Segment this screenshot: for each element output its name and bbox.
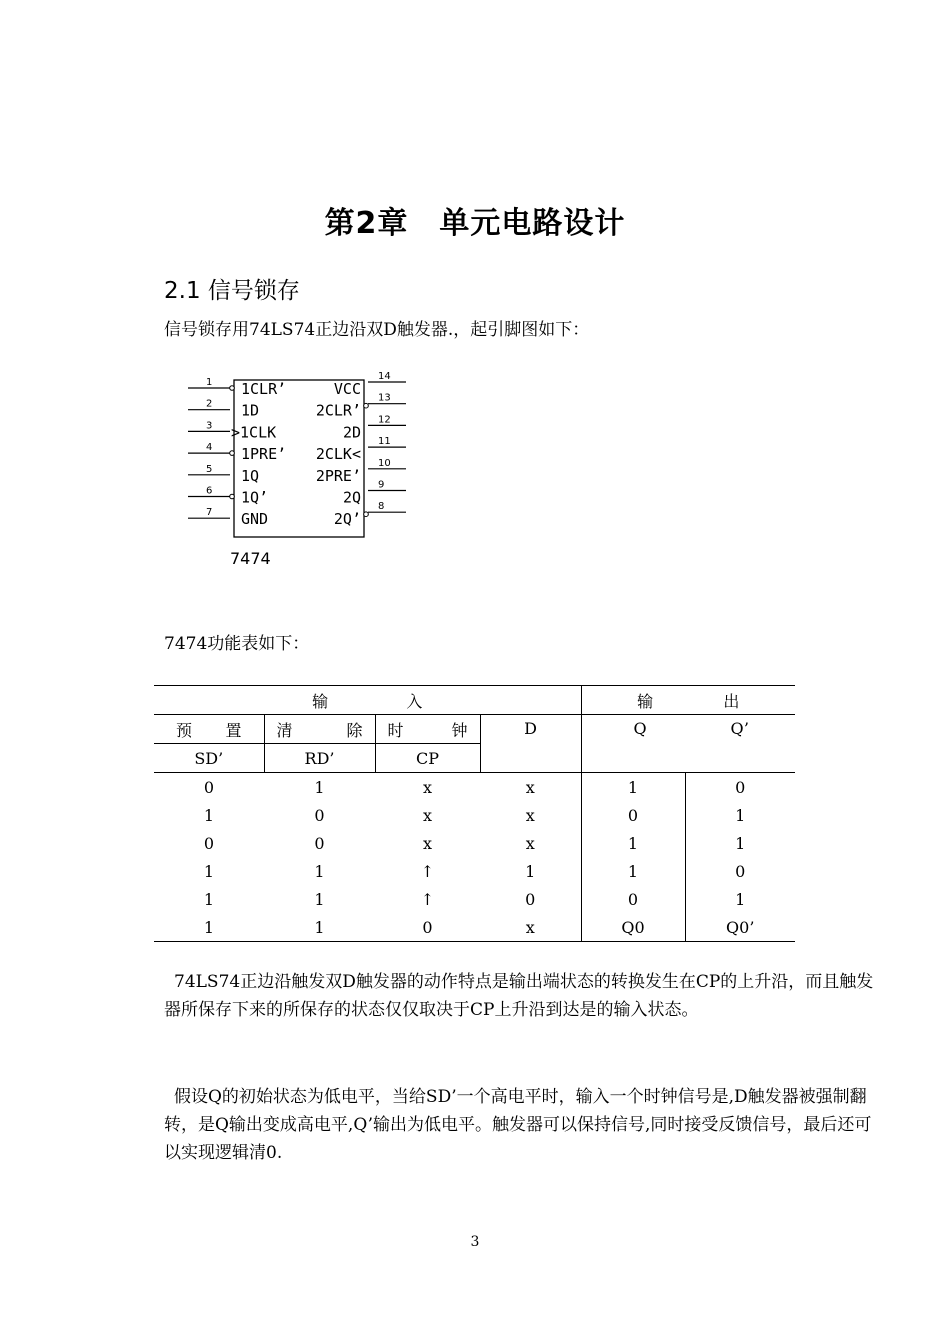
- table-row: [154, 829, 795, 857]
- left-pin-number: 5: [206, 463, 213, 475]
- table-cell: 0: [581, 885, 685, 913]
- right-pin-label: 2CLK<: [315, 445, 361, 464]
- inversion-bubble: [230, 451, 235, 456]
- table-cell: 0: [581, 801, 685, 829]
- rd-header: RD’: [264, 744, 375, 773]
- right-pin-number: 10: [378, 457, 391, 469]
- table-cell: 0: [314, 805, 325, 825]
- table-cell: 1: [685, 801, 795, 829]
- left-pin-label: 1PRE’: [241, 445, 287, 464]
- right-pin-label: 2CLR’: [315, 401, 361, 420]
- table-cell: x: [525, 833, 535, 853]
- input-group-header: 输 入: [154, 686, 581, 715]
- table-cell: 1: [685, 829, 795, 857]
- left-pin-label: 1CLR’: [241, 380, 287, 398]
- table-row: [154, 801, 795, 829]
- left-pin-number: 1: [206, 377, 213, 388]
- right-pin-label: 2Q: [342, 488, 361, 507]
- sd-header: SD’: [154, 744, 264, 773]
- q-headers: [581, 715, 795, 773]
- q-header: Q: [633, 719, 647, 738]
- left-pin-label: >1CLK: [231, 423, 277, 442]
- inversion-bubble: [230, 386, 235, 391]
- table-cell: x: [422, 777, 433, 797]
- qn-header: Q’: [730, 719, 749, 738]
- right-pin-number: 8: [378, 501, 385, 513]
- right-pin-label: VCC: [333, 380, 361, 398]
- table-cell: 1: [264, 913, 375, 942]
- table-cell: x: [525, 805, 535, 825]
- clear-header: 清 除: [264, 715, 375, 744]
- chapter-title: 第2章 单元电路设计: [324, 206, 626, 241]
- clock-header: 时 钟: [375, 715, 480, 744]
- table-cell: Q0: [581, 913, 685, 942]
- table-row: [154, 913, 795, 942]
- left-pin-number: 2: [206, 398, 213, 410]
- right-pin-number: 9: [378, 479, 385, 491]
- table-cell: 0: [375, 913, 480, 942]
- table-cell: 0: [685, 773, 795, 802]
- preset-header: 预 置: [154, 715, 264, 744]
- table-cell: 1: [581, 773, 685, 802]
- right-pin-number: 12: [378, 414, 391, 426]
- table-cell: 1: [685, 885, 795, 913]
- table-cell: 0: [203, 777, 215, 797]
- section-title: 2.1 信号锁存: [164, 278, 300, 304]
- left-pin-label: 1Q’: [241, 488, 269, 507]
- right-pin-number: 13: [378, 392, 391, 404]
- left-pin-number: 3: [206, 420, 213, 432]
- table-group-row: [154, 686, 795, 715]
- table-cell: 0: [525, 889, 536, 909]
- table-cell: ↑: [420, 861, 435, 881]
- output-group-header: 输 出: [581, 686, 795, 715]
- table-cell: 0: [203, 833, 215, 853]
- table-cell: x: [422, 805, 433, 825]
- d-header: D: [480, 715, 581, 773]
- left-pin-label: 1Q: [241, 466, 260, 485]
- paragraph-2: 假设Q的初始状态为低电平，当给SD’一个高电平时，输入一个时钟信号是,D触发器被强制翻转，是Q输出变成高电平,Q’输出为低电平。触发器可以保持信号,同时接受反馈信号，最后还可以实现逻辑清0.: [164, 1087, 872, 1163]
- left-pin-number: 6: [206, 485, 213, 497]
- page-number: 3: [470, 1234, 480, 1250]
- table-cell: x: [525, 777, 535, 797]
- left-pin-number: 7: [206, 507, 213, 519]
- right-pin-label: 2D: [342, 423, 361, 442]
- cp-header: CP: [375, 744, 480, 773]
- table-cell: 1: [525, 861, 536, 881]
- table-row: [154, 857, 795, 885]
- table-cell: x: [422, 833, 433, 853]
- table-cell: 1: [203, 805, 215, 825]
- table-cell: Q0’: [685, 913, 795, 942]
- table-cell: 1: [203, 889, 215, 909]
- inversion-bubble: [230, 494, 235, 499]
- table-row: [154, 773, 795, 802]
- left-pin-number: 4: [206, 442, 213, 454]
- table-header-row: [154, 715, 795, 744]
- table-caption: 7474功能表如下：: [164, 634, 310, 654]
- pinout-diagram: [186, 372, 416, 572]
- inversion-bubble: [364, 512, 369, 517]
- right-pin-label: 2PRE’: [315, 466, 361, 485]
- inversion-bubble: [364, 403, 369, 408]
- right-pin-number: 14: [378, 372, 391, 382]
- table-cell: x: [480, 913, 581, 942]
- function-table: [154, 685, 795, 942]
- chip-name: 7474: [230, 549, 271, 568]
- table-cell: 1: [314, 861, 325, 881]
- table-cell: 1: [314, 889, 325, 909]
- left-pin-label: GND: [241, 510, 269, 529]
- table-cell: 0: [685, 857, 795, 885]
- right-pin-number: 11: [378, 436, 391, 448]
- table-cell: 0: [314, 833, 325, 853]
- intro-text: 信号锁存用74LS74正边沿双D触发器.，起引脚图如下：: [164, 320, 590, 340]
- table-cell: 1: [203, 861, 215, 881]
- table-cell: 1: [154, 913, 264, 942]
- right-pin-label: 2Q’: [333, 510, 361, 529]
- table-cell: 1: [581, 857, 685, 885]
- left-pin-label: 1D: [241, 401, 260, 420]
- table-row: [154, 885, 795, 913]
- table-cell: 1: [581, 829, 685, 857]
- table-cell: 1: [314, 777, 325, 797]
- table-cell: ↑: [420, 889, 435, 909]
- paragraph-1: 74LS74正边沿触发双D触发器的动作特点是输出端状态的转换发生在CP的上升沿，而且触发器所保存下来的所保存的状态仅仅取决于CP上升沿到达是的输入状态。: [164, 972, 874, 1020]
